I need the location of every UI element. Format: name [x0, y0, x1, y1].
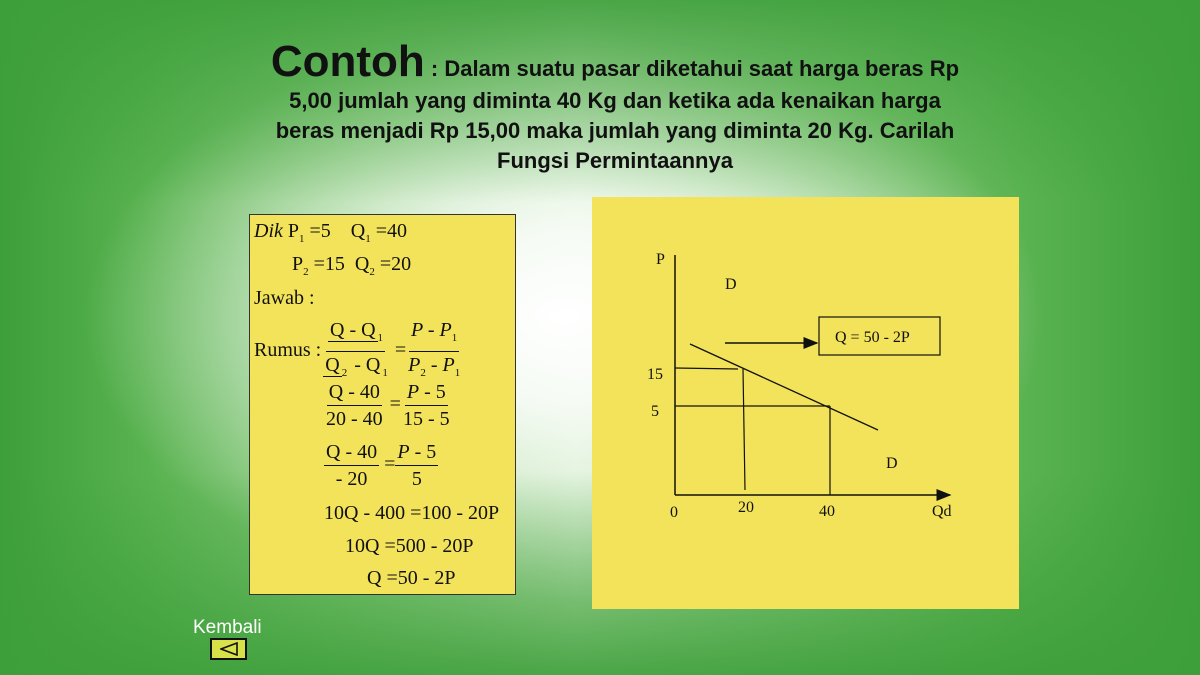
formula-line: Rumus : $\frac{Q - Q _1}{Q _2 - Q _1}$ = $\frac{P - P_1}{P_2 - P_1}$	[254, 319, 461, 379]
triangle-left-icon	[220, 642, 238, 656]
function-label: Q = 50 - 2P	[835, 329, 910, 346]
guide-p15	[675, 368, 738, 369]
curve-label: D	[725, 276, 737, 293]
jawab-label: Jawab :	[254, 287, 315, 309]
solution-box	[249, 214, 516, 595]
heading: Contoh	[270, 37, 425, 86]
x-tick-label: 40	[819, 503, 835, 520]
problem-text: beras menjadi Rp 15,00 maka jumlah yang diminta 20 Kg. Carilah	[275, 118, 955, 143]
problem-text: : Dalam suatu pasar diketahui saat harga beras Rp	[424, 56, 960, 81]
demand-graph-panel	[592, 197, 1019, 609]
equation-2: 10Q =500 - 20P	[345, 535, 474, 557]
demand-graph	[592, 197, 1019, 609]
substitution-line: $\frac{Q - 40}{20 - 40}$ = $\frac{P - 5}{15 - 5}$	[326, 381, 450, 430]
given-line-2: $P_2 =15$ $Q_2 =20$	[292, 253, 412, 278]
y-axis-label: P	[656, 251, 665, 268]
curve-label: D	[886, 455, 898, 472]
result-equation: Q =50 - 2P	[367, 567, 456, 589]
x-axis-label: Qd	[932, 503, 952, 520]
origin-label: 0	[670, 504, 678, 521]
equation-1: 10Q - 400 =100 - 20P	[324, 502, 500, 524]
slide-title	[200, 38, 1030, 176]
guide-q20	[743, 369, 745, 490]
y-tick-label: 15	[647, 366, 663, 383]
back-button[interactable]	[210, 638, 247, 660]
simplified-line: $\frac{Q - 40}{- 20}$ = $\frac{P - 5}{5}$	[326, 441, 437, 490]
problem-text: Fungsi Permintaannya	[497, 148, 733, 173]
problem-text: 5,00 jumlah yang diminta 40 Kg dan ketika ada kenaikan harga	[289, 88, 941, 113]
y-tick-label: 5	[651, 403, 659, 420]
back-label: Kembali	[193, 617, 262, 638]
given-line-1: Dik $P_1 =5$ $Q_1 =40$	[254, 220, 408, 245]
x-tick-label: 20	[738, 499, 754, 516]
demand-curve	[690, 344, 878, 430]
